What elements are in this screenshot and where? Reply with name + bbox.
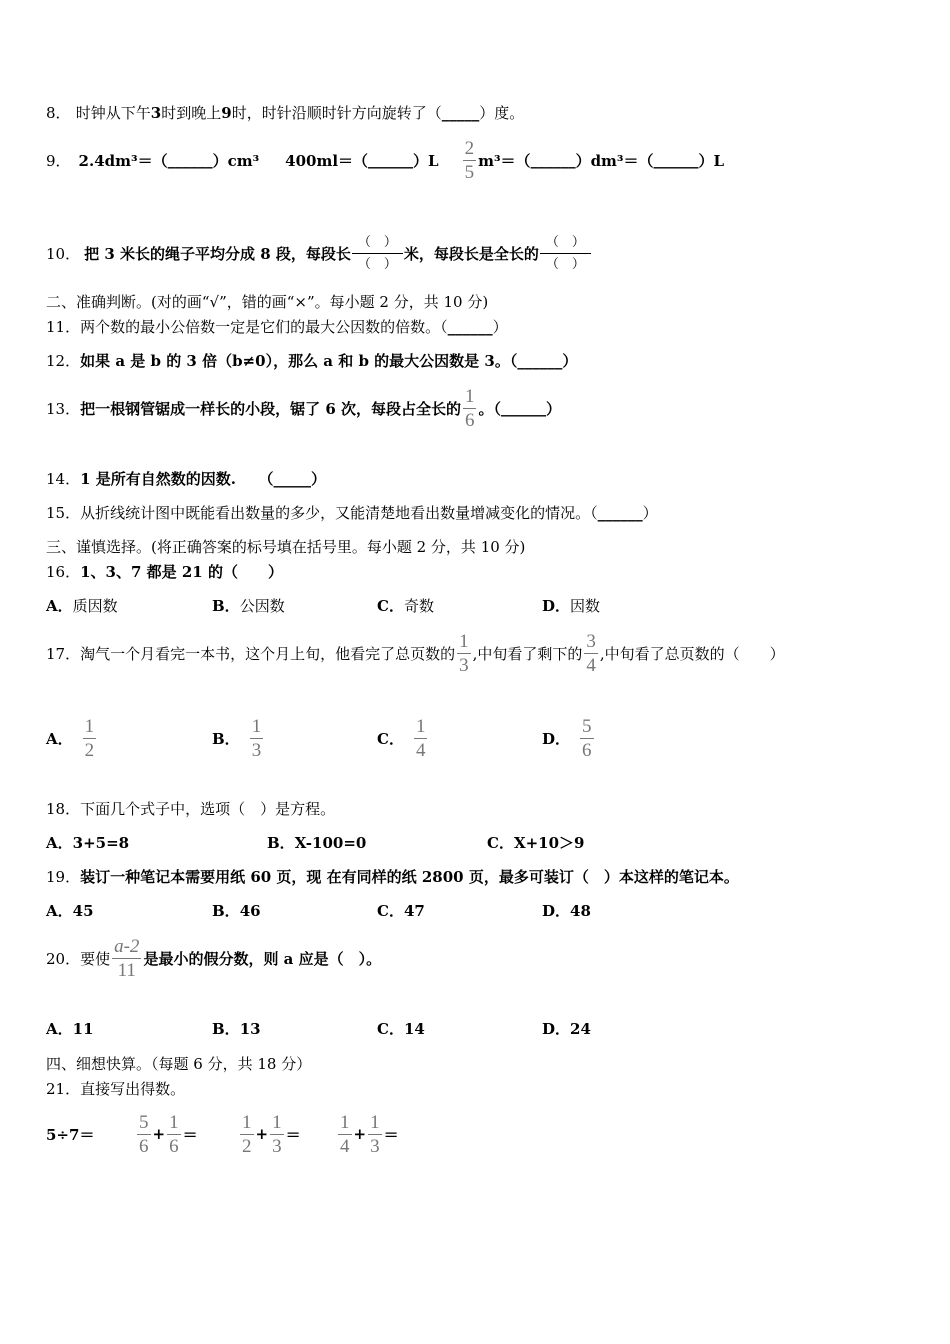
question-number: 18．: [46, 800, 81, 818]
fraction: $\frac{a-2}{11}$: [114, 935, 140, 981]
unit: ）L: [698, 151, 725, 170]
option-a[interactable]: A．11: [46, 1020, 94, 1038]
question-text: 淘气一个月看完一本书，这个月上旬，他看完了总页数的: [80, 644, 456, 663]
question-text: ,中旬看了总页数的（ ）: [599, 644, 785, 663]
question-number: 19．: [46, 868, 81, 886]
option-a[interactable]: A． $\frac{1}{2}$: [46, 715, 95, 761]
question-8: [46, 102, 524, 123]
section-title: 三、谨慎选择。(将正确答案的标号填在括号里。每小题 2 分，共 10 分): [46, 538, 526, 556]
answer-blank[interactable]: ______: [653, 151, 699, 169]
option-c[interactable]: C．奇数: [377, 597, 434, 615]
question-text: ,中旬看了剩下的: [472, 644, 583, 663]
question-number: 10．: [46, 244, 81, 263]
answer-blank[interactable]: ______: [167, 151, 213, 169]
question-text: 时到晚上: [161, 104, 222, 122]
section-title: 四、细想快算。（每题 6 分，共 18 分）: [46, 1055, 312, 1073]
question-text: 把一根钢管锯成一样长的小段，锯了 6 次，每段占全长的: [80, 399, 461, 418]
expression-3: $\frac{1}{2}$ + $\frac{1}{3}$ ＝: [242, 1111, 301, 1157]
fraction: $\frac{3}{4}$: [586, 630, 596, 676]
question-9: [46, 136, 724, 184]
question-text: 1、3、7 都是 21 的（ ）: [80, 563, 283, 581]
question-text: 米，每段长是全长的: [403, 244, 539, 263]
option-b[interactable]: B． $\frac{1}{3}$: [212, 715, 262, 761]
option-c[interactable]: C．14: [377, 1020, 425, 1038]
question-14: [46, 468, 326, 489]
question-number: 13．: [46, 399, 81, 418]
option-d[interactable]: D．24: [542, 1020, 591, 1038]
question-text: 1 是所有自然数的因数. （: [80, 470, 274, 488]
answer-blank[interactable]: ______: [501, 399, 546, 417]
question-16: [46, 561, 283, 582]
answer-blank[interactable]: _____: [441, 104, 480, 122]
fraction: $\frac{1}{3}$: [459, 630, 469, 676]
question-text: 是最小的假分数，则 a 应是（ ）。: [143, 949, 382, 968]
question-text: ）: [310, 470, 326, 488]
question-text: 两个数的最小公倍数一定是它们的最大公因数的倍数。（: [80, 318, 448, 336]
question-text: 装订一种笔记本需要用纸 60 页，现 在有同样的纸 2800 页，最多可装订（ ）本这样的笔记本。: [80, 868, 739, 886]
question-text: ）: [492, 318, 508, 336]
option-c[interactable]: C． $\frac{1}{4}$: [377, 715, 426, 761]
question-text: 。（: [478, 399, 501, 418]
number: 3: [150, 104, 162, 122]
expression-4: $\frac{1}{4}$ + $\frac{1}{3}$ ＝: [340, 1111, 399, 1157]
question-number: 14．: [46, 470, 81, 488]
question-17: [46, 628, 785, 678]
fraction: $\frac{2}{5}$: [464, 137, 475, 183]
section-title: 二、准确判断。(对的画“√”，错的画“×”。每小题 2 分，共 10 分): [46, 293, 489, 311]
question-number: 15．: [46, 504, 81, 522]
question-text: 时钟从下午: [75, 104, 151, 122]
unit: ）dm³＝（: [575, 151, 654, 170]
question-text: 时，时针沿顺时针方向旋转了（: [231, 104, 442, 122]
unit: ）cm³: [212, 151, 260, 170]
question-number: 12．: [46, 352, 81, 370]
question-18: [46, 798, 335, 819]
question-number: 11．: [46, 318, 81, 336]
answer-blank[interactable]: ______: [447, 318, 493, 336]
volume-item: 400ml＝（: [285, 151, 369, 170]
expression-2: $\frac{5}{6}$ + $\frac{1}{6}$ ＝: [139, 1111, 198, 1157]
question-number: 21．: [46, 1080, 81, 1098]
unit: ）L: [413, 151, 439, 170]
question-number: 8．: [46, 104, 71, 122]
answer-blank[interactable]: ______: [517, 352, 563, 370]
answer-blank[interactable]: ______: [368, 151, 414, 169]
question-text: 直接写出得数。: [80, 1080, 186, 1098]
answer-blank[interactable]: _____: [273, 470, 311, 488]
question-number: 20．: [46, 949, 81, 968]
option-a[interactable]: A．质因数: [46, 597, 118, 615]
expression-1: 5÷7＝: [46, 1125, 95, 1144]
question-number: 17．: [46, 644, 81, 663]
question-text: ）: [546, 399, 562, 418]
question-12: [46, 350, 577, 371]
option-a[interactable]: A．3+5=8: [46, 834, 130, 852]
question-text: 下面几个式子中，选项（ ）是方程。: [80, 800, 336, 818]
question-text: 如果 a 是 b 的 3 倍（b≠0），那么 a 和 b 的最大公因数是 3。（: [80, 352, 518, 370]
question-text: ）: [642, 504, 658, 522]
question-15: [46, 502, 658, 523]
answer-blank[interactable]: ______: [530, 151, 576, 169]
fraction: $\frac{1}{6}$: [464, 385, 475, 431]
volume-item: m³＝（: [478, 151, 531, 170]
option-d[interactable]: D．48: [542, 902, 591, 920]
answer-fraction-blank[interactable]: （ ） （ ）: [352, 236, 403, 271]
question-11: [46, 316, 508, 337]
option-d[interactable]: D． $\frac{5}{6}$: [542, 715, 592, 761]
question-text: ）度。: [479, 104, 525, 122]
option-b[interactable]: B．公因数: [212, 597, 285, 615]
question-text: 要使: [80, 949, 111, 968]
answer-blank[interactable]: ______: [597, 504, 643, 522]
question-text: ）: [562, 352, 578, 370]
option-c[interactable]: C．X+10＞9: [487, 834, 585, 852]
question-19: [46, 866, 739, 887]
option-b[interactable]: B．13: [212, 1020, 261, 1038]
volume-item: 2.4dm³＝（: [78, 151, 168, 170]
option-c[interactable]: C．47: [377, 902, 425, 920]
question-20: [46, 932, 381, 984]
option-d[interactable]: D．因数: [542, 597, 601, 615]
answer-fraction-blank[interactable]: （ ） （ ）: [540, 236, 591, 271]
question-text: 把 3 米长的绳子平均分成 8 段，每段长: [84, 244, 351, 263]
option-a[interactable]: A．45: [46, 902, 94, 920]
number: 9: [221, 104, 232, 122]
question-10: [46, 228, 592, 278]
question-21: [46, 1078, 185, 1099]
question-number: 9．: [46, 151, 71, 170]
question-text: 从折线统计图中既能看出数量的多少，又能清楚地看出数量增减变化的情况。（: [80, 504, 598, 522]
question-13: [46, 384, 561, 432]
option-b[interactable]: B．X-100=0: [267, 834, 367, 852]
question-number: 16．: [46, 563, 81, 581]
option-b[interactable]: B．46: [212, 902, 261, 920]
